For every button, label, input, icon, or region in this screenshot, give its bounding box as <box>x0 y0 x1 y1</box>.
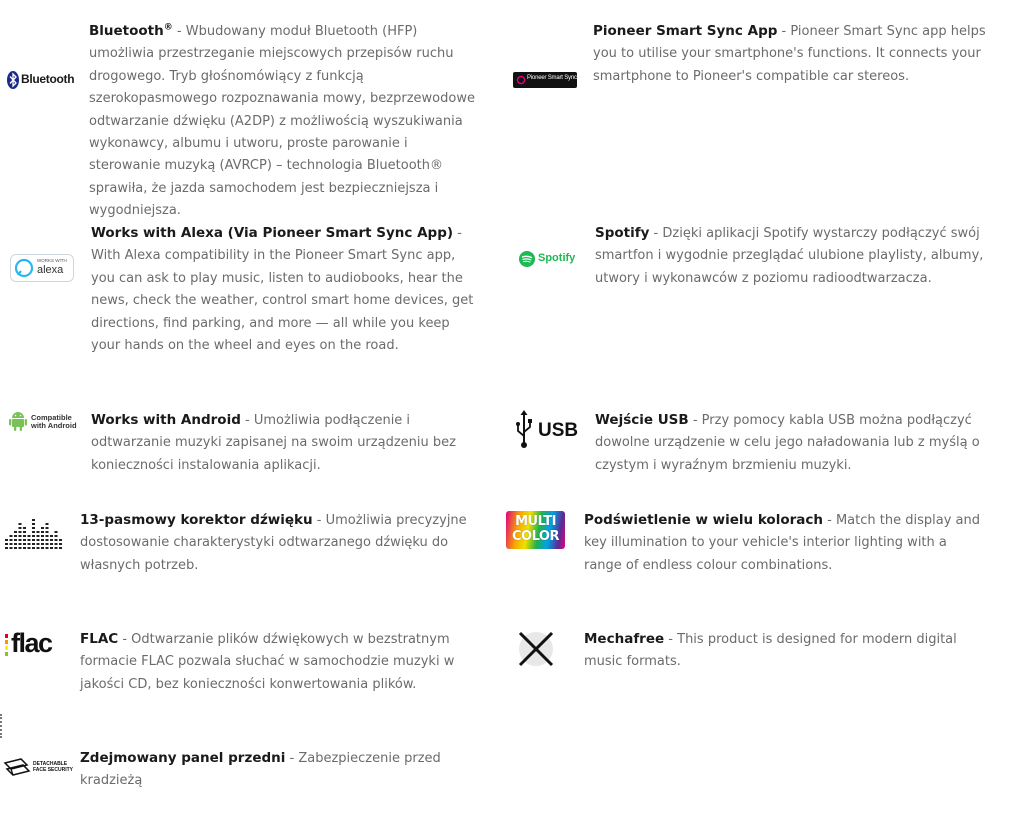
feature-title: FLAC <box>80 631 119 647</box>
equalizer-logo <box>5 513 65 551</box>
feature-description: Match the display and key illumination to your vehicle's interior lighting with a range of endless colour combinations. <box>584 513 980 573</box>
feature-description: Umożliwia podłączenie i odtwarzanie muzyki zapisanej na swoim urządzeniu bez konieczności instalowania aplikacji. <box>91 413 456 473</box>
pioneer-smart-sync-logo-text: Pioneer Smart Sync <box>527 75 577 81</box>
spotify-logo <box>519 250 579 268</box>
feature-title: Podświetlenie w wielu kolorach <box>584 512 823 528</box>
bluetooth-icon <box>7 71 19 89</box>
feature-title: Bluetooth® <box>89 22 173 39</box>
mechafree-logo <box>516 630 556 668</box>
android-logo-text-line2: with Android <box>31 421 77 430</box>
detachable-face-logo <box>3 757 74 779</box>
left-edge-marker <box>0 714 4 738</box>
feature-text: Mechafree - This product is designed for modern digital music formats. <box>584 631 957 670</box>
detachable-face-logo-text-line1: DETACHABLE <box>33 761 68 767</box>
multicolor-logo <box>506 511 565 549</box>
equalizer-icon <box>5 513 65 551</box>
feature-description: Odtwarzanie plików dźwiękowych w bezstratnym formacie FLAC pozwala słuchać w samochodzie muzyki w jakości CD, bez konieczności konwertowania plików. <box>80 632 455 692</box>
feature-description: Dzięki aplikacji Spotify wystarczy podłączyć swój smartfon i wygodnie przeglądać ulubione playlisty, albumy, utwory i wykonawców z poziomu radioodtwarzacza. <box>595 226 984 286</box>
pioneer-smart-sync-icon <box>516 75 526 85</box>
bluetooth-logo-text: Bluetooth <box>21 72 75 86</box>
alexa-logo-small-text: WORKS WITH <box>37 258 67 263</box>
feature-title: Spotify <box>595 225 650 241</box>
feature-text: Works with Android - Umożliwia podłączenie i odtwarzanie muzyki zapisanej na swoim urządzeniu bez konieczności instalowania aplikacji. <box>91 412 456 473</box>
feature-text: FLAC - Odtwarzanie plików dźwiękowych w bezstratnym formacie FLAC pozwala słuchać w samochodzie muzyki w jakości CD, bez konieczności konwertowania plików. <box>80 631 455 692</box>
feature-title: Works with Alexa (Via Pioneer Smart Sync App) <box>91 225 454 241</box>
usb-icon <box>515 410 533 450</box>
mechafree-icon <box>516 630 556 668</box>
flac-logo-text: flac <box>11 628 52 658</box>
detachable-face-logo-text-line2: FACE SECURITY <box>33 767 74 773</box>
feature-description: Przy pomocy kabla USB można podłączyć dowolne urządzenie w celu jego naładowania lub z myślą o czystym i wyraźnym brzmieniu muzyki. <box>595 413 980 473</box>
feature-text: Bluetooth® - Wbudowany moduł Bluetooth (HFP) umożliwia przestrzeganie miejscowych przepisów ruchu drogowego. Tryb głośnomówiący z funkcją szerokopasmowego rozpoznawania mowy, bezprzewodowe odtwarzanie dźwięku (A2DP) z możliwością wyszukiwania wykonawcy, albumu i utworu, proste parowanie i sterowanie muzyką (AVRCP) – technologia Bluetooth® sprawiła, że jazda samochodem jest bezpieczniejsza i wygodniejsza. <box>89 22 475 219</box>
feature-title: Mechafree <box>584 631 665 647</box>
alexa-logo <box>10 254 74 282</box>
feature-description: Wbudowany moduł Bluetooth (HFP) umożliwia przestrzeganie miejscowych przepisów ruchu drogowego. Tryb głośnomówiący z funkcją szerokopasmowego rozpoznawania mowy, bezprzewodowe odtwarzanie dźwięku (A2DP) z możliwością wyszukiwania wykonawcy, albumu i utworu, proste parowanie i sterowanie muzyką (AVRCP) – technologia Bluetooth® sprawiła, że jazda samochodem jest bezpieczniejsza i wygodniejsza. <box>89 24 475 219</box>
usb-logo-text: USB <box>538 420 579 441</box>
android-icon <box>9 410 27 432</box>
android-logo <box>9 410 79 434</box>
pioneer-smart-sync-logo <box>513 72 577 88</box>
feature-title: 13-pasmowy korektor dźwięku <box>80 512 313 528</box>
feature-title: Works with Android <box>91 412 241 428</box>
feature-title: Wejście USB <box>595 412 689 428</box>
feature-description: With Alexa compatibility in the Pioneer Smart Sync app, you can ask to play music, listen to audiobooks, hear the news, check the weather, control smart home devices, get directions, find parking, and more — all while you keep your hands on the wheel and eyes on the road. <box>91 248 474 354</box>
usb-logo <box>515 410 581 450</box>
feature-text: Zdejmowany panel przedni - Zabezpieczenie przed kradzieżą <box>80 750 441 789</box>
feature-description: Zabezpieczenie przed kradzieżą <box>80 751 441 789</box>
feature-text: Pioneer Smart Sync App - Pioneer Smart Sync app helps you to utilise your smartphone's functions. It connects your smartphone to Pioneer's compatible car stereos. <box>593 23 986 84</box>
bluetooth-logo <box>7 70 73 90</box>
feature-title: Zdejmowany panel przedni <box>80 750 286 766</box>
feature-description: This product is designed for modern digital music formats. <box>584 632 957 670</box>
feature-text: Wejście USB - Przy pomocy kabla USB można podłączyć dowolne urządzenie w celu jego naładowania lub z myślą o czystym i wyraźnym brzmieniu muzyki. <box>595 412 980 473</box>
spotify-logo-text: Spotify <box>538 252 576 264</box>
feature-text: Works with Alexa (Via Pioneer Smart Sync App) - With Alexa compatibility in the Pioneer Smart Sync app, you can ask to play music, listen to audiobooks, hear the news, check the weather, control smart home devices, get directions, find parking, and more — all while you keep your hands on the wheel and eyes on the road. <box>91 225 474 354</box>
android-logo-text-line1: Compatible <box>31 413 72 422</box>
feature-description: Umożliwia precyzyjne dostosowanie charakterystyki odtwarzanego dźwięku do własnych potrzeb. <box>80 513 467 573</box>
alexa-logo-text: alexa <box>37 264 64 276</box>
feature-title: Pioneer Smart Sync App <box>593 23 778 39</box>
spotify-icon <box>519 251 535 267</box>
feature-text: 13-pasmowy korektor dźwięku - Umożliwia precyzyjne dostosowanie charakterystyki odtwarzanego dźwięku do własnych potrzeb. <box>80 512 467 573</box>
multicolor-logo-text-line2: COLOR <box>512 529 559 544</box>
detachable-face-icon <box>3 757 33 777</box>
feature-text: Podświetlenie w wielu kolorach - Match the display and key illumination to your vehicle's interior lighting with a range of endless colour combinations. <box>584 512 980 573</box>
flac-logo <box>5 628 67 667</box>
multicolor-logo-text-line1: MULTI <box>515 514 556 529</box>
feature-text: Spotify - Dzięki aplikacji Spotify wystarczy podłączyć swój smartfon i wygodnie przeglądać ulubione playlisty, albumy, utwory i wykonawców z poziomu radioodtwarzacza. <box>595 225 984 286</box>
alexa-icon <box>14 258 34 278</box>
feature-description: Pioneer Smart Sync app helps you to utilise your smartphone's functions. It connects your smartphone to Pioneer's compatible car stereos. <box>593 24 986 84</box>
